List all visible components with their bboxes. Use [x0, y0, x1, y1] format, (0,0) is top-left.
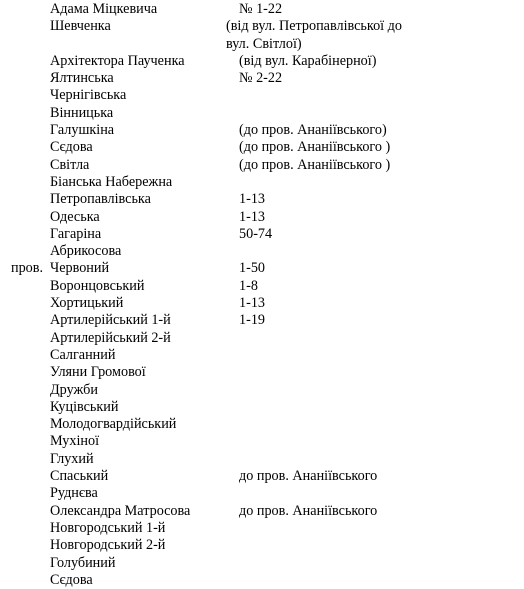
street-row — [0, 347, 524, 364]
street-name: Хортицький — [50, 295, 124, 312]
street-name: Світла — [50, 156, 90, 173]
street-range-note: 1-13 — [239, 208, 266, 225]
street-name: Спаський — [50, 468, 109, 485]
street-range-note: № 1-22 — [239, 1, 283, 17]
street-name: Червоний — [50, 260, 110, 277]
street-row — [0, 1, 524, 18]
street-name: Петропавлівська — [50, 191, 151, 208]
street-range-note: (до пров. Ананіївського ) — [239, 139, 391, 156]
street-name: Молодогвардійський — [50, 416, 177, 433]
street-range-note: 50-74 — [239, 225, 273, 242]
street-range-note: 1-13 — [239, 295, 266, 312]
street-row — [0, 18, 524, 53]
street-row — [0, 468, 524, 485]
street-name: Вінницька — [50, 104, 114, 121]
street-row — [0, 330, 524, 347]
street-name: Дружби — [50, 381, 98, 398]
street-row — [0, 399, 524, 416]
street-range-note: 1-50 — [239, 260, 266, 277]
street-name: Воронцовський — [50, 277, 145, 294]
street-row — [0, 433, 524, 450]
street-range-note: 1-8 — [239, 277, 258, 294]
street-row — [0, 226, 524, 243]
street-row — [0, 243, 524, 260]
street-name: Голубиний — [50, 554, 116, 571]
street-name: Глухий — [50, 450, 94, 467]
street-row — [0, 416, 524, 433]
street-row — [0, 105, 524, 122]
street-name: Ялтинська — [50, 70, 114, 87]
street-range-note: до пров. Ананіївського — [239, 468, 378, 485]
street-range-note: (до пров. Ананіївського ) — [239, 156, 391, 173]
street-list-document — [0, 1, 524, 589]
street-row — [0, 174, 524, 191]
street-row — [0, 485, 524, 502]
street-row — [0, 555, 524, 572]
street-name: Новгородський 2-й — [50, 537, 166, 554]
street-row — [0, 537, 524, 554]
street-name: Мухіної — [50, 433, 100, 450]
street-name: Адама Міцкевича — [50, 1, 158, 17]
street-name: Чернігівська — [50, 87, 127, 104]
street-name: Артилерійський 1-й — [50, 312, 171, 329]
street-name: Руднєва — [50, 485, 98, 502]
street-name: Архітектора Паученка — [50, 52, 185, 69]
street-row — [0, 278, 524, 295]
street-row — [0, 87, 524, 104]
street-name: Олександра Матросова — [50, 502, 191, 519]
street-row — [0, 70, 524, 87]
street-prefix: пров. — [11, 260, 44, 277]
street-name: Уляни Громової — [50, 364, 146, 381]
street-range-note: до пров. Ананіївського — [239, 502, 378, 519]
street-name: Салганний — [50, 346, 116, 363]
street-range-note: № 2-22 — [239, 70, 283, 87]
street-row — [0, 382, 524, 399]
street-row — [0, 572, 524, 589]
street-name: Артилерійський 2-й — [50, 329, 171, 346]
street-row — [0, 53, 524, 70]
street-row — [0, 139, 524, 156]
street-row — [0, 260, 524, 277]
street-range-note: (від вул. Петропавлівської до вул. Світлої) — [226, 18, 402, 52]
street-row — [0, 122, 524, 139]
street-name: Гагаріна — [50, 225, 102, 242]
street-row — [0, 451, 524, 468]
street-name: Одеська — [50, 208, 100, 225]
street-range-note: 1-13 — [239, 191, 266, 208]
street-row — [0, 295, 524, 312]
street-row — [0, 520, 524, 537]
street-row — [0, 157, 524, 174]
street-range-note: 1-19 — [239, 312, 266, 329]
street-row — [0, 191, 524, 208]
street-row — [0, 364, 524, 381]
street-name: Сєдова — [50, 139, 93, 156]
street-row — [0, 503, 524, 520]
street-name: Біанська Набережна — [50, 173, 173, 190]
street-name: Сєдова — [50, 571, 93, 588]
street-name: Куцівський — [50, 398, 119, 415]
street-name: Шевченка — [50, 18, 111, 35]
street-name: Новгородський 1-й — [50, 519, 166, 536]
street-name: Галушкіна — [50, 122, 115, 139]
street-range-note: (до пров. Ананіївського) — [239, 122, 387, 139]
street-row — [0, 209, 524, 226]
street-range-note: (від вул. Карабінерної) — [239, 52, 377, 69]
street-row — [0, 312, 524, 329]
street-name: Абрикосова — [50, 243, 122, 260]
